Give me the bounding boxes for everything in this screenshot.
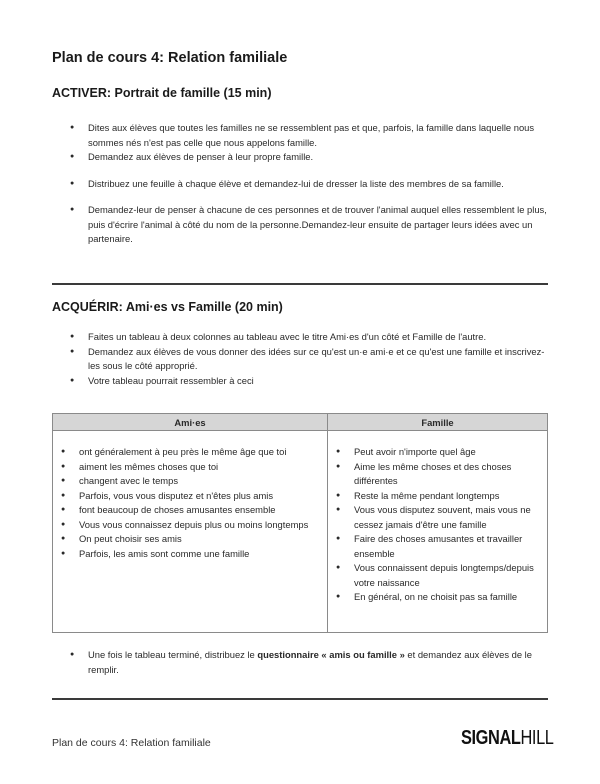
footer-title: Plan de cours 4: Relation familiale xyxy=(52,737,211,749)
table-cell-famille xyxy=(328,431,548,633)
page-title: Plan de cours 4: Relation familiale xyxy=(52,50,288,66)
list-item: ● Demandez aux élèves de vous donner des idées sur ce qu'est un·e ami·e et ce qu'est une famille et inscrivez-les sous le côté approprié. xyxy=(70,345,548,374)
table-header-famille: Famille xyxy=(328,414,548,431)
list-item: ● Aime les même choses et des choses différentes xyxy=(336,460,541,489)
list-item: ● Distribuez une feuille à chaque élève et demandez-lui de dresser la liste des membres de sa famille. xyxy=(70,177,548,192)
list-item: ● En général, on ne choisit pas sa famille xyxy=(336,590,541,605)
logo-signal: SIGNAL xyxy=(461,727,521,749)
list-item: ● Vous vous connaissez depuis plus ou moins longtemps xyxy=(61,518,321,533)
section-divider xyxy=(52,283,548,285)
list-item: ● Votre tableau pourrait ressembler à ceci xyxy=(70,374,548,389)
list-item xyxy=(70,648,548,677)
logo-hill: HILL xyxy=(520,727,554,749)
footer-divider xyxy=(52,698,548,700)
list-item: ● changent avec le temps xyxy=(61,474,321,489)
list-item: ● Vous connaissent depuis longtemps/depuis votre naissance xyxy=(336,561,541,590)
list-item: ● Dites aux élèves que toutes les familles ne se ressemblent pas et que, parfois, la famille dans laquelle nous sommes nés n'est pas celle que nous appelons famille. xyxy=(70,121,548,150)
final-text-after: et demandez aux élèves de le remplir. xyxy=(88,649,532,675)
questionnaire-title: questionnaire « amis ou famille » xyxy=(257,649,405,660)
list-item: ● Demandez aux élèves de penser à leur propre famille. xyxy=(70,150,548,165)
table-header-amis: Ami·es xyxy=(53,414,328,431)
final-list xyxy=(70,648,548,677)
list-item: ● Peut avoir n'importe quel âge xyxy=(336,445,541,460)
list-item: ● Parfois, vous vous disputez et n'êtes plus amis xyxy=(61,489,321,504)
list-item: ● aiment les mêmes choses que toi xyxy=(61,460,321,475)
famille-list xyxy=(336,445,541,605)
list-item: ● ont généralement à peu près le même âge que toi xyxy=(61,445,321,460)
list-item: ● Reste la même pendant longtemps xyxy=(336,489,541,504)
table-cell-amis xyxy=(53,431,328,633)
acquerir-list xyxy=(70,330,548,388)
comparison-table xyxy=(52,413,548,633)
list-item: ● Demandez-leur de penser à chacune de ces personnes et de trouver l'animal auquel elles ressemblent le plus, puis d'écrire l'animal à côté du nom de la personne.Demandez-leur ensuite de partager leurs idées avec un partenaire. xyxy=(70,203,548,247)
list-item: ● On peut choisir ses amis xyxy=(61,532,321,547)
list-item: ● font beaucoup de choses amusantes ensemble xyxy=(61,503,321,518)
section-heading-activer: ACTIVER: Portrait de famille (15 min) xyxy=(52,86,272,100)
list-item: ● Faire des choses amusantes et travailler ensemble xyxy=(336,532,541,561)
amis-list xyxy=(61,445,321,561)
list-item: ● Faites un tableau à deux colonnes au tableau avec le titre Ami·es d'un côté et Famille de l'autre. xyxy=(70,330,548,345)
list-item: ● Vous vous disputez souvent, mais vous ne cessez jamais d'être une famille xyxy=(336,503,541,532)
final-text-before: Une fois le tableau terminé, distribuez le xyxy=(88,649,258,660)
activer-list xyxy=(70,121,548,247)
section-heading-acquerir: ACQUÉRIR: Ami·es vs Famille (20 min) xyxy=(52,300,283,314)
signalhill-logo xyxy=(461,727,554,750)
list-item: ● Parfois, les amis sont comme une famille xyxy=(61,547,321,562)
